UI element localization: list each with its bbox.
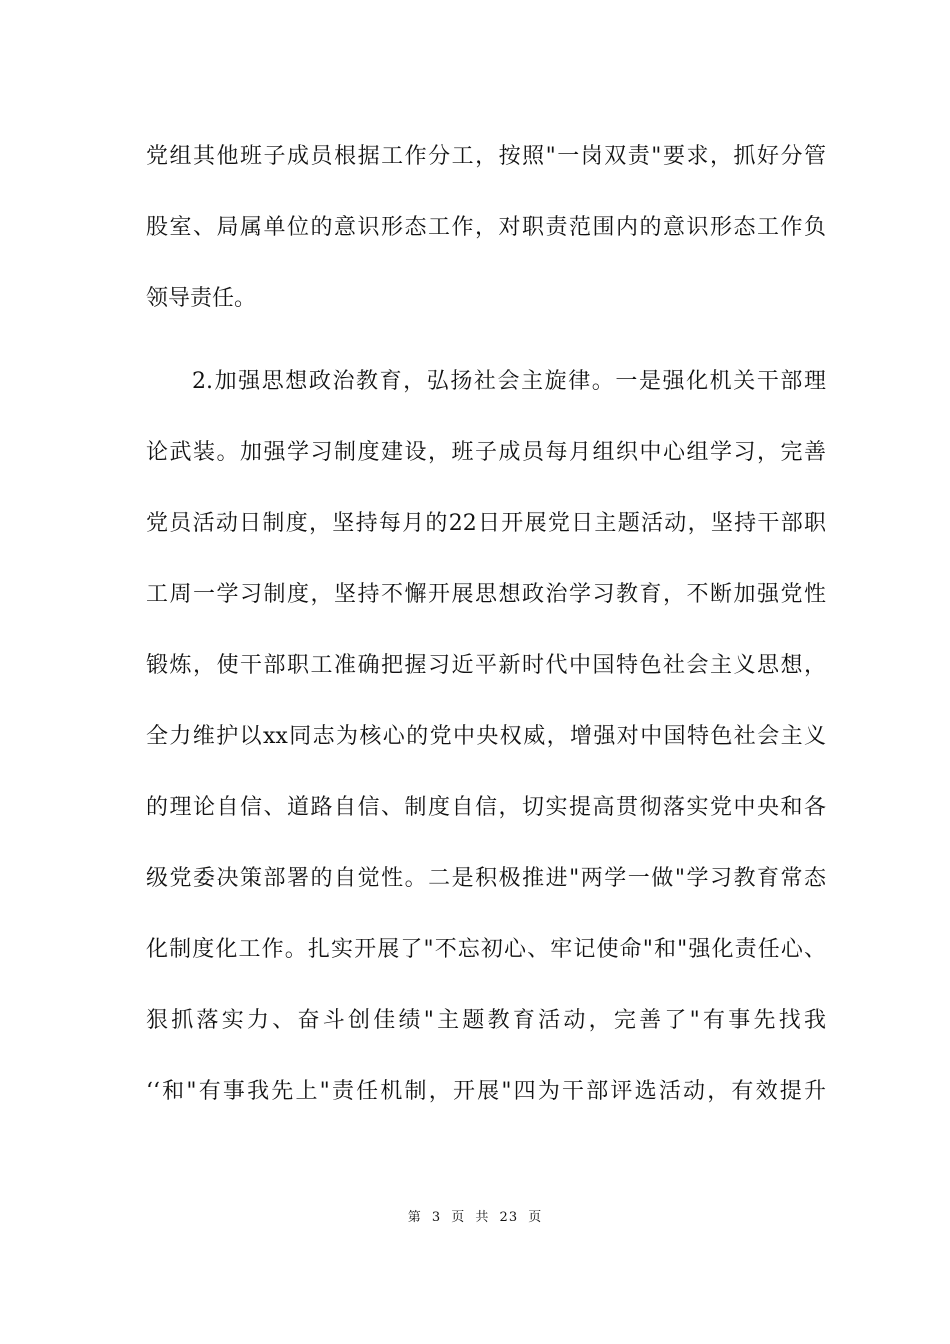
- text-line: 党员活动日制度，坚持每月的22日开展党日主题活动，坚持干部职: [146, 511, 826, 536]
- paragraph-first-line: 2.加强思想政治教育，弘扬社会主旋律。一是强化机关干部理: [192, 369, 826, 394]
- text-line: 锻炼，使干部职工准确把握习近平新时代中国特色社会主义思想，: [146, 653, 826, 678]
- page-number-footer: 第 3 页 共 23 页: [407, 1210, 543, 1225]
- text-line: 狠抓落实力、奋斗创佳绩"主题教育活动，完善了"有事先找我: [146, 1008, 826, 1033]
- text-line: ‘‘和"有事我先上"责任机制，开展"四为干部评选活动，有效提升: [146, 1079, 826, 1104]
- text-line: 的理论自信、道路自信、制度自信，切实提高贯彻落实党中央和各: [146, 795, 826, 820]
- text-line: 论武装。加强学习制度建设，班子成员每月组织中心组学习，完善: [146, 440, 826, 465]
- text-line: 党组其他班子成员根据工作分工，按照"一岗双责"要求，抓好分管: [146, 144, 826, 169]
- text-line: 级党委决策部署的自觉性。二是积极推进"两学一做"学习教育常态: [146, 866, 826, 891]
- text-line: 工周一学习制度，坚持不懈开展思想政治学习教育，不断加强党性: [146, 582, 826, 607]
- text-line: 股室、局属单位的意识形态工作，对职责范围内的意识形态工作负: [146, 215, 826, 240]
- text-line: 领导责任。: [146, 286, 257, 311]
- text-line: 全力维护以xx同志为核心的党中央权威，增强对中国特色社会主义: [146, 724, 826, 749]
- text-line: 化制度化工作。扎实开展了"不忘初心、牢记使命"和"强化责任心、: [146, 937, 826, 962]
